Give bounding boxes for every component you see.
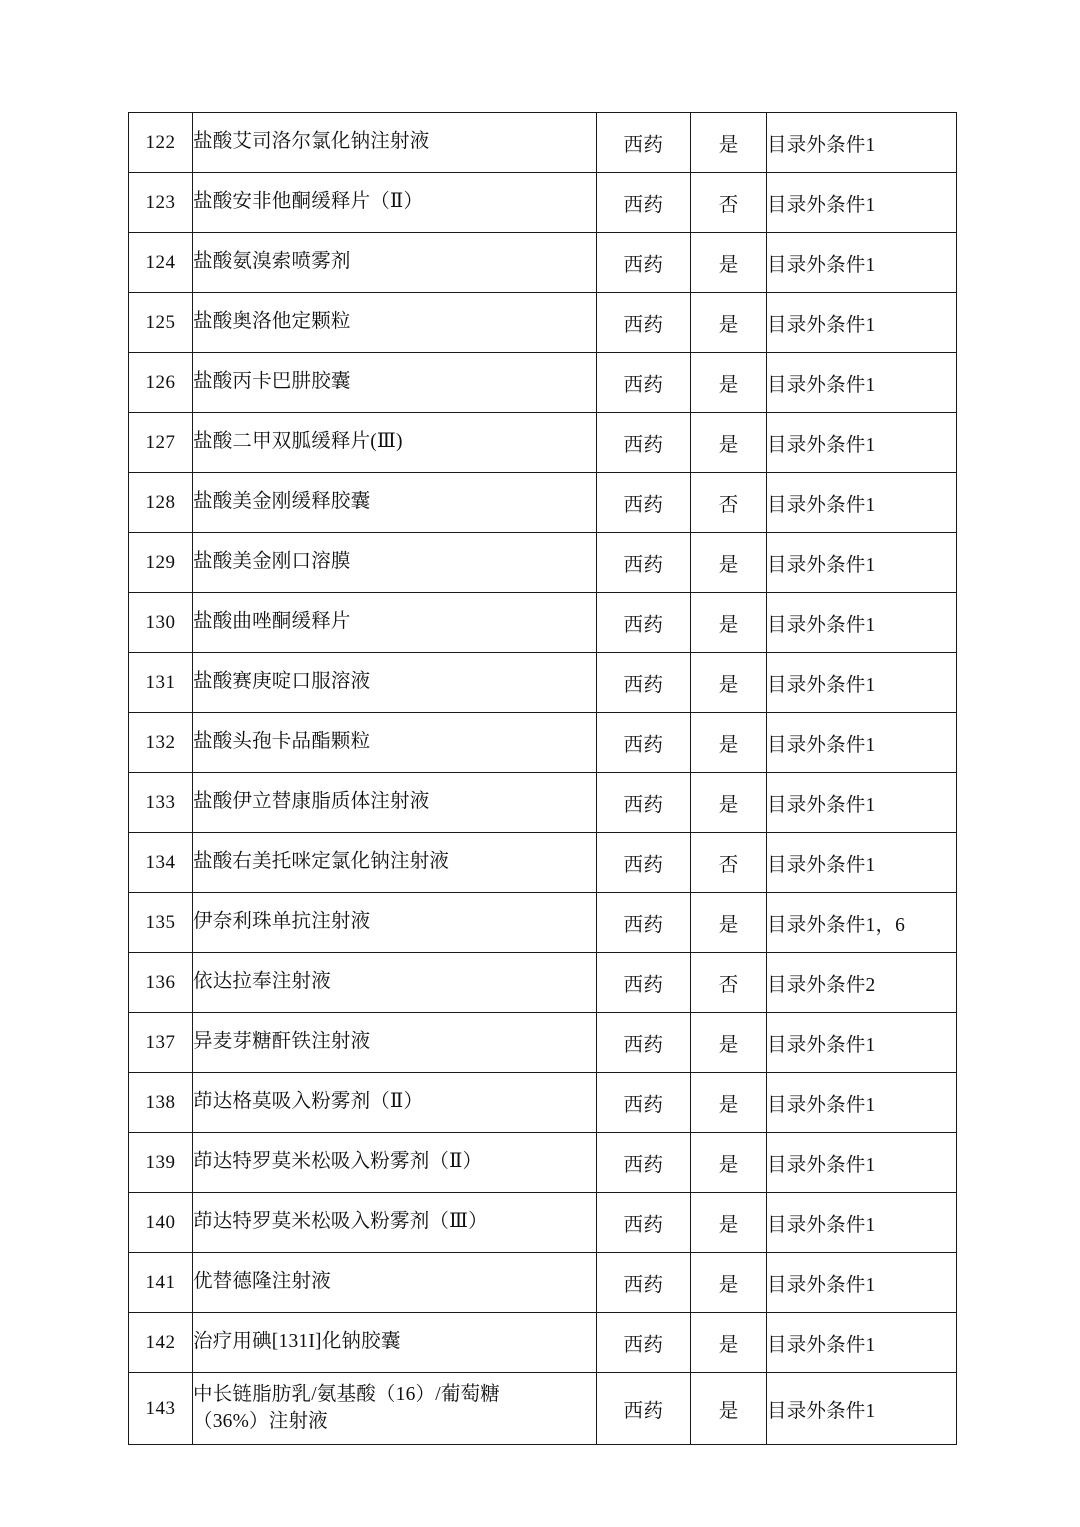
cell-drug-name — [193, 593, 597, 653]
drug-name-line: 中长链脂肪乳/氨基酸（16）/葡萄糖 — [193, 1383, 500, 1405]
cell-category: 西药 — [597, 293, 691, 353]
cell-flag: 否 — [691, 473, 767, 533]
cell-condition: 目录外条件1 — [767, 1133, 957, 1193]
cell-drug-name — [193, 353, 597, 413]
cell-condition: 目录外条件1 — [767, 113, 957, 173]
cell-index: 125 — [129, 293, 193, 353]
cell-condition: 目录外条件1 — [767, 473, 957, 533]
cell-category: 西药 — [597, 593, 691, 653]
cell-flag: 是 — [691, 713, 767, 773]
cell-index: 131 — [129, 653, 193, 713]
cell-flag: 是 — [691, 413, 767, 473]
cell-drug-name — [193, 833, 597, 893]
cell-index: 126 — [129, 353, 193, 413]
cell-flag: 是 — [691, 1373, 767, 1445]
cell-index: 127 — [129, 413, 193, 473]
table-row — [129, 593, 957, 653]
cell-flag: 是 — [691, 293, 767, 353]
cell-flag: 是 — [691, 533, 767, 593]
cell-index: 137 — [129, 1013, 193, 1073]
cell-condition: 目录外条件1 — [767, 353, 957, 413]
cell-index: 141 — [129, 1253, 193, 1313]
table-row — [129, 713, 957, 773]
cell-condition: 目录外条件1 — [767, 833, 957, 893]
cell-category: 西药 — [597, 773, 691, 833]
drug-name-line: 盐酸美金刚口溶膜 — [193, 551, 351, 573]
cell-condition: 目录外条件1 — [767, 173, 957, 233]
cell-flag: 是 — [691, 1013, 767, 1073]
cell-index: 124 — [129, 233, 193, 293]
table-row — [129, 773, 957, 833]
table-row — [129, 833, 957, 893]
cell-drug-name — [193, 1193, 597, 1253]
cell-category: 西药 — [597, 533, 691, 593]
cell-index: 136 — [129, 953, 193, 1013]
table-row — [129, 953, 957, 1013]
cell-flag: 否 — [691, 953, 767, 1013]
cell-condition: 目录外条件1 — [767, 233, 957, 293]
drug-name-line: 治疗用碘[131I]化钠胶囊 — [193, 1331, 401, 1353]
drug-name-line: 盐酸曲唑酮缓释片 — [193, 611, 351, 633]
cell-category: 西药 — [597, 1193, 691, 1253]
table-row — [129, 173, 957, 233]
drug-name-line: 依达拉奉注射液 — [193, 971, 331, 993]
cell-category: 西药 — [597, 1133, 691, 1193]
cell-condition: 目录外条件1 — [767, 293, 957, 353]
cell-flag: 是 — [691, 1193, 767, 1253]
cell-condition: 目录外条件1 — [767, 653, 957, 713]
drug-name-line: 茚达特罗莫米松吸入粉雾剂（Ⅲ） — [193, 1211, 488, 1233]
cell-flag: 否 — [691, 173, 767, 233]
cell-flag: 是 — [691, 353, 767, 413]
cell-index: 135 — [129, 893, 193, 953]
cell-condition: 目录外条件1 — [767, 533, 957, 593]
cell-drug-name — [193, 1253, 597, 1313]
cell-index: 130 — [129, 593, 193, 653]
cell-index: 122 — [129, 113, 193, 173]
table-row — [129, 1013, 957, 1073]
table-row — [129, 1073, 957, 1133]
drug-name-line: 盐酸艾司洛尔氯化钠注射液 — [193, 131, 430, 153]
table-row — [129, 113, 957, 173]
cell-drug-name — [193, 533, 597, 593]
drug-name-line: 茚达特罗莫米松吸入粉雾剂（Ⅱ） — [193, 1151, 483, 1173]
cell-drug-name — [193, 713, 597, 773]
cell-drug-name — [193, 233, 597, 293]
cell-drug-name — [193, 1073, 597, 1133]
table-row — [129, 233, 957, 293]
table-body — [129, 113, 957, 1445]
cell-category: 西药 — [597, 833, 691, 893]
cell-drug-name — [193, 773, 597, 833]
table-row — [129, 533, 957, 593]
drug-name-line: 异麦芽糖酐铁注射液 — [193, 1031, 371, 1053]
drug-name-line: 盐酸奥洛他定颗粒 — [193, 311, 351, 333]
cell-condition: 目录外条件1 — [767, 773, 957, 833]
cell-index: 129 — [129, 533, 193, 593]
cell-index: 134 — [129, 833, 193, 893]
drug-name-line: 盐酸赛庚啶口服溶液 — [193, 671, 371, 693]
drug-name-line: 盐酸头孢卡品酯颗粒 — [193, 731, 371, 753]
drug-name-line: 盐酸右美托咪定氯化钠注射液 — [193, 851, 450, 873]
cell-category: 西药 — [597, 1313, 691, 1373]
cell-category: 西药 — [597, 653, 691, 713]
drug-name-line: 优替德隆注射液 — [193, 1271, 331, 1293]
cell-flag: 是 — [691, 1253, 767, 1313]
cell-condition: 目录外条件1 — [767, 1373, 957, 1445]
table-row — [129, 1253, 957, 1313]
table-row — [129, 473, 957, 533]
drug-name-line: 伊奈利珠单抗注射液 — [193, 911, 371, 933]
cell-condition: 目录外条件1 — [767, 1253, 957, 1313]
cell-condition: 目录外条件1 — [767, 413, 957, 473]
cell-category: 西药 — [597, 413, 691, 473]
table-row — [129, 293, 957, 353]
cell-index: 128 — [129, 473, 193, 533]
cell-condition: 目录外条件1，6 — [767, 893, 957, 953]
cell-flag: 是 — [691, 1073, 767, 1133]
cell-category: 西药 — [597, 173, 691, 233]
cell-flag: 是 — [691, 1133, 767, 1193]
cell-category: 西药 — [597, 233, 691, 293]
table-row — [129, 893, 957, 953]
table-row — [129, 413, 957, 473]
cell-flag: 是 — [691, 1313, 767, 1373]
cell-drug-name — [193, 1373, 597, 1445]
cell-drug-name — [193, 1013, 597, 1073]
drug-name-line: 盐酸美金刚缓释胶囊 — [193, 491, 371, 513]
cell-index: 140 — [129, 1193, 193, 1253]
cell-flag: 否 — [691, 833, 767, 893]
table-row — [129, 1193, 957, 1253]
cell-drug-name — [193, 293, 597, 353]
table-row — [129, 1313, 957, 1373]
drug-name-line: 盐酸安非他酮缓释片（Ⅱ） — [193, 191, 424, 213]
cell-condition: 目录外条件2 — [767, 953, 957, 1013]
cell-drug-name — [193, 653, 597, 713]
drug-name-line: （36%）注射液 — [193, 1410, 328, 1432]
cell-index: 133 — [129, 773, 193, 833]
cell-drug-name — [193, 113, 597, 173]
cell-category: 西药 — [597, 893, 691, 953]
cell-condition: 目录外条件1 — [767, 593, 957, 653]
table-row — [129, 653, 957, 713]
cell-condition: 目录外条件1 — [767, 1073, 957, 1133]
cell-condition: 目录外条件1 — [767, 1313, 957, 1373]
cell-flag: 是 — [691, 233, 767, 293]
cell-category: 西药 — [597, 953, 691, 1013]
cell-flag: 是 — [691, 593, 767, 653]
cell-category: 西药 — [597, 1253, 691, 1313]
cell-flag: 是 — [691, 113, 767, 173]
drug-name-line: 盐酸氨溴索喷雾剂 — [193, 251, 351, 273]
table-row — [129, 353, 957, 413]
drug-name-line: 盐酸二甲双胍缓释片(Ⅲ) — [193, 431, 403, 453]
cell-index: 143 — [129, 1373, 193, 1445]
cell-drug-name — [193, 1133, 597, 1193]
cell-category: 西药 — [597, 113, 691, 173]
cell-condition: 目录外条件1 — [767, 1013, 957, 1073]
cell-category: 西药 — [597, 1013, 691, 1073]
cell-category: 西药 — [597, 1373, 691, 1445]
drug-catalogue-table — [128, 112, 957, 1445]
cell-category: 西药 — [597, 1073, 691, 1133]
cell-index: 142 — [129, 1313, 193, 1373]
table-row — [129, 1133, 957, 1193]
cell-drug-name — [193, 1313, 597, 1373]
cell-flag: 是 — [691, 773, 767, 833]
cell-condition: 目录外条件1 — [767, 1193, 957, 1253]
cell-drug-name — [193, 953, 597, 1013]
cell-index: 139 — [129, 1133, 193, 1193]
cell-drug-name — [193, 173, 597, 233]
cell-flag: 是 — [691, 653, 767, 713]
drug-name-line: 盐酸伊立替康脂质体注射液 — [193, 791, 430, 813]
cell-flag: 是 — [691, 893, 767, 953]
drug-name-line: 盐酸丙卡巴肼胶囊 — [193, 371, 351, 393]
drug-name-line: 茚达格莫吸入粉雾剂（Ⅱ） — [193, 1091, 424, 1113]
cell-index: 138 — [129, 1073, 193, 1133]
cell-drug-name — [193, 473, 597, 533]
cell-category: 西药 — [597, 473, 691, 533]
cell-category: 西药 — [597, 713, 691, 773]
table-row — [129, 1373, 957, 1445]
cell-condition: 目录外条件1 — [767, 713, 957, 773]
cell-index: 132 — [129, 713, 193, 773]
cell-drug-name — [193, 893, 597, 953]
cell-category: 西药 — [597, 353, 691, 413]
cell-index: 123 — [129, 173, 193, 233]
cell-drug-name — [193, 413, 597, 473]
